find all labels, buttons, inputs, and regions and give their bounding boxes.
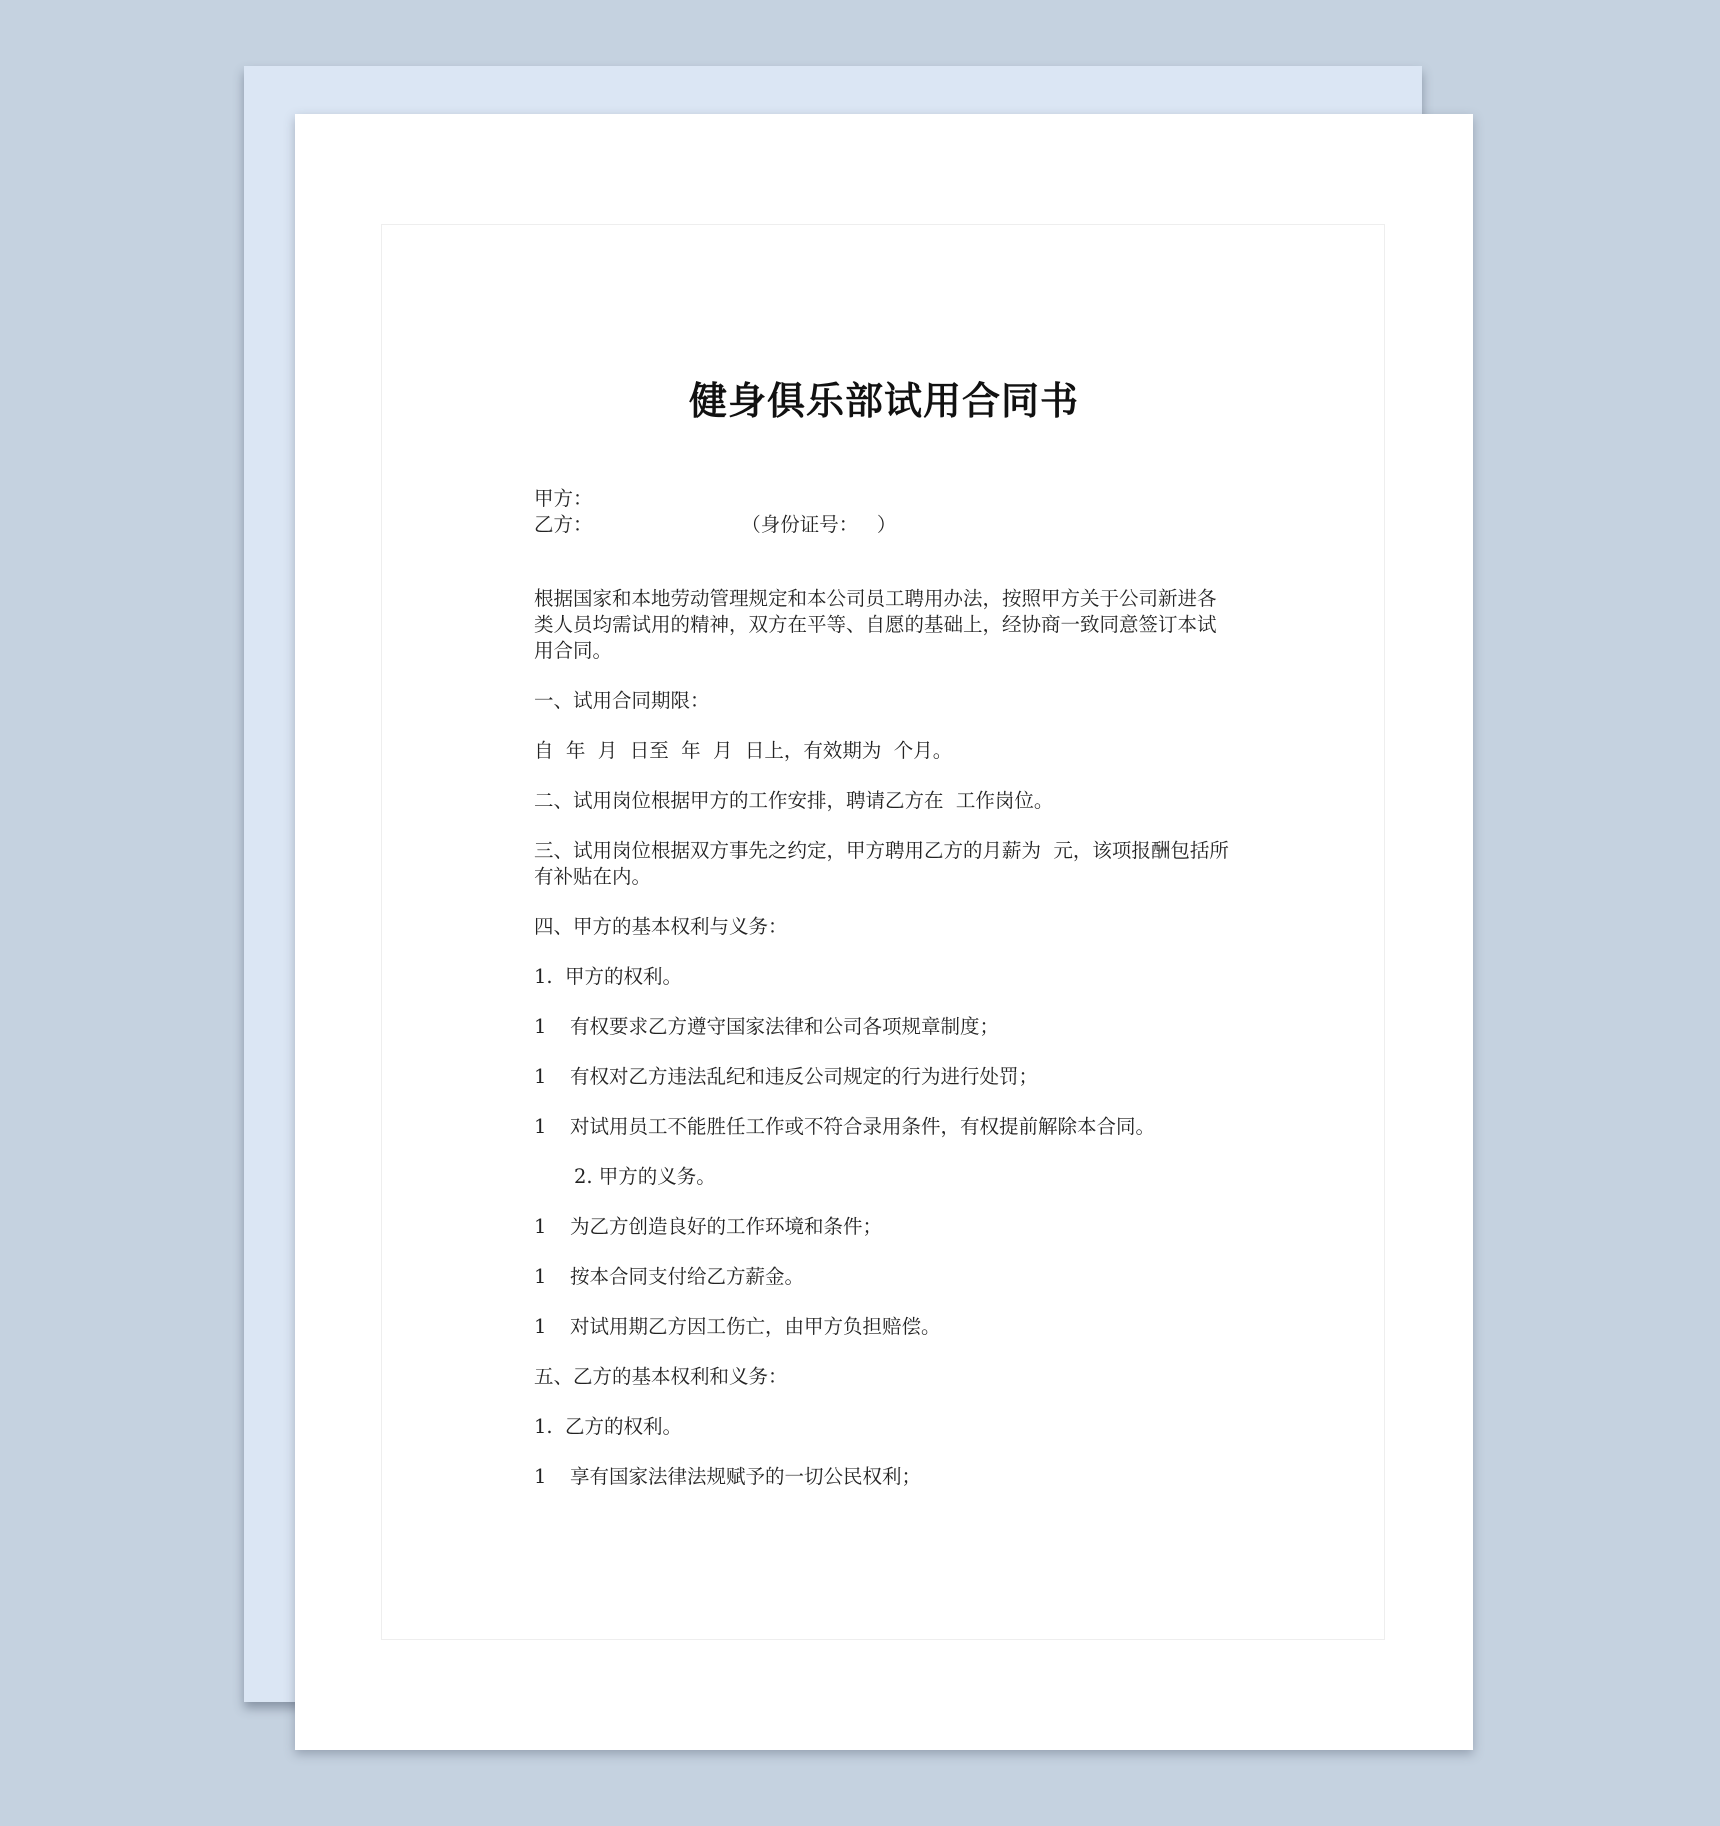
list-item — [534, 1064, 1234, 1090]
list-item-text: 有权要求乙方遵守国家法律和公司各项规章制度； — [570, 1015, 1000, 1038]
party-b-line: 乙方： （身份证号： ） — [534, 513, 897, 536]
list-item-number: 1 — [534, 1065, 547, 1088]
list-item-text: 对试用员工不能胜任工作或不符合录用条件，有权提前解除本合同。 — [570, 1115, 1156, 1138]
list-item-number: 1 — [534, 1265, 547, 1288]
section-5-title: 五、乙方的基本权利和义务： — [534, 1365, 788, 1388]
section-4-duties-title: 2. 甲方的义务。 — [574, 1165, 716, 1188]
intro-paragraph: 根据国家和本地劳动管理规定和本公司员工聘用办法，按照甲方关于公司新进各类人员均需试用的精神，双方在平等、自愿的基础上，经协商一致同意签订本试用合同。 — [534, 587, 1217, 662]
list-item — [534, 1114, 1234, 1140]
list-item — [534, 1464, 1234, 1490]
section-4-rights-title: 1. 甲方的权利。 — [534, 965, 683, 988]
section-1-title: 一、试用合同期限： — [534, 689, 710, 712]
list-item — [534, 1214, 1234, 1240]
section-5-rights-title: 1. 乙方的权利。 — [534, 1415, 683, 1438]
front-paper-sheet — [295, 114, 1473, 1750]
party-a-line: 甲方： — [534, 487, 593, 510]
list-item — [534, 1314, 1234, 1340]
list-item-number: 1 — [534, 1215, 547, 1238]
section-1-body: 自 年 月 日至 年 月 日上，有效期为 个月。 — [534, 739, 953, 762]
list-item-text: 为乙方创造良好的工作环境和条件； — [570, 1215, 883, 1238]
list-item-number: 1 — [534, 1315, 547, 1338]
list-item — [534, 1014, 1234, 1040]
document-title: 健身俱乐部试用合同书 — [688, 379, 1079, 423]
list-item-text: 对试用期乙方因工伤亡，由甲方负担赔偿。 — [570, 1315, 941, 1338]
list-item-number: 1 — [534, 1115, 547, 1138]
list-item-number: 1 — [534, 1465, 547, 1488]
list-item-text: 有权对乙方违法乱纪和违反公司规定的行为进行处罚； — [570, 1065, 1039, 1088]
list-item-text: 享有国家法律法规赋予的一切公民权利； — [570, 1465, 922, 1488]
list-item-number: 1 — [534, 1015, 547, 1038]
section-3: 三、试用岗位根据双方事先之约定，甲方聘用乙方的月薪为 元，该项报酬包括所有补贴在内。 — [534, 839, 1229, 888]
document-body — [534, 486, 1234, 1490]
section-2: 二、试用岗位根据甲方的工作安排，聘请乙方在 工作岗位。 — [534, 789, 1054, 812]
section-4-title: 四、甲方的基本权利与义务： — [534, 915, 788, 938]
list-item — [534, 1264, 1234, 1290]
list-item-text: 按本合同支付给乙方薪金。 — [570, 1265, 805, 1288]
